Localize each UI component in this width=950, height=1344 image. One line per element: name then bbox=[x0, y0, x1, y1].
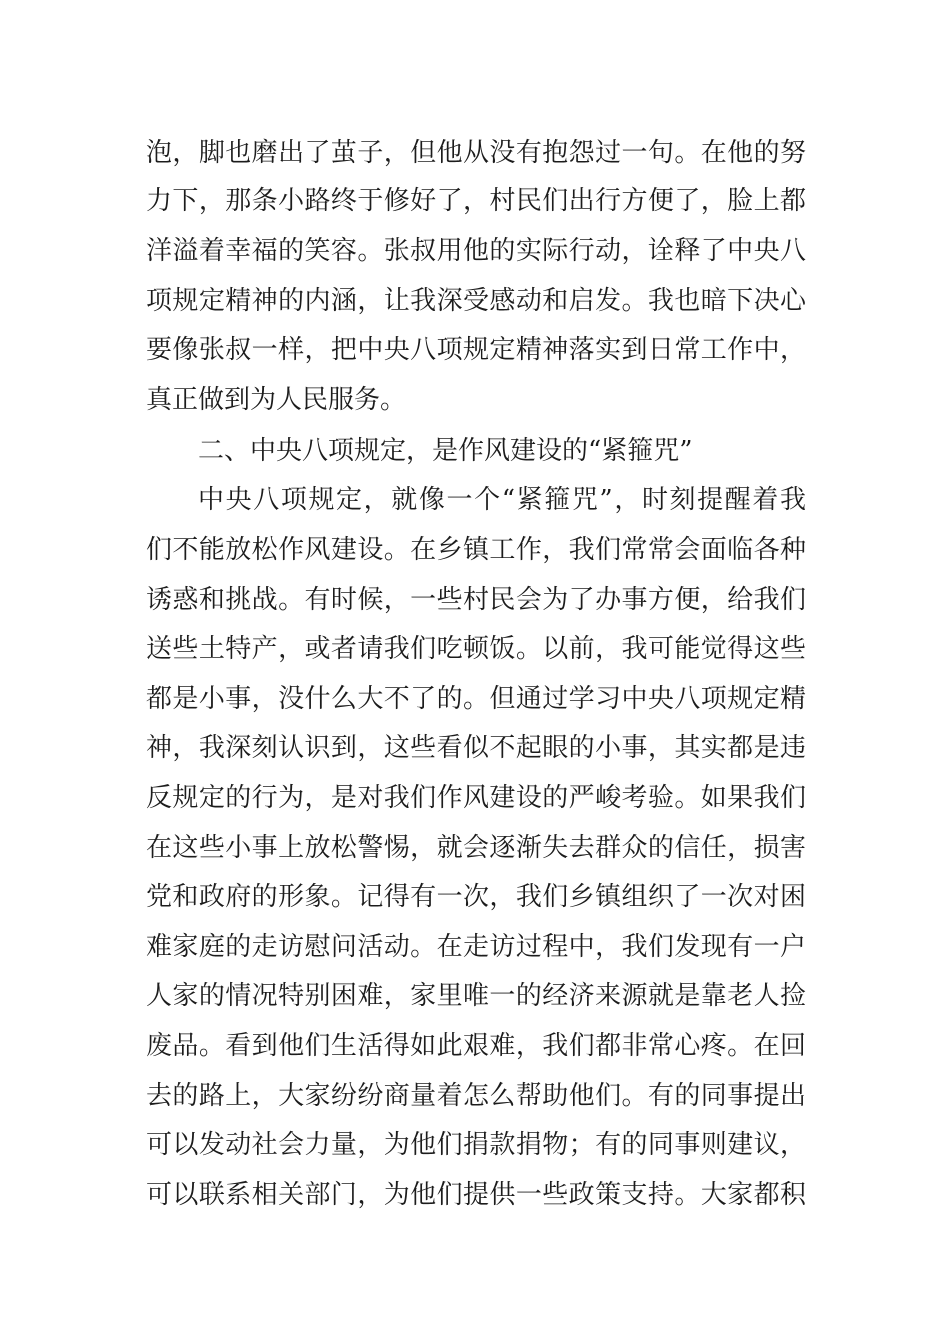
paragraph-2-line: 中央八项规定，就像一个“紧箍咒”，时刻提醒着我 bbox=[198, 485, 806, 515]
paragraph-2-line: 难家庭的走访慰问活动。在走访过程中，我们发现有一户 bbox=[146, 932, 806, 962]
paragraph-1-line: 真正做到为人民服务。 bbox=[146, 385, 407, 415]
paragraph-2-line: 可以发动社会力量，为他们捐款捐物；有的同事则建议， bbox=[146, 1130, 806, 1160]
paragraph-2-line: 可以联系相关部门，为他们提供一些政策支持。大家都积 bbox=[146, 1180, 806, 1210]
paragraph-2-line: 送些土特产，或者请我们吃顿饭。以前，我可能觉得这些 bbox=[146, 634, 806, 664]
paragraph-2-line: 们不能放松作风建设。在乡镇工作，我们常常会面临各种 bbox=[146, 535, 806, 565]
paragraph-2-line: 废品。看到他们生活得如此艰难，我们都非常心疼。在回 bbox=[146, 1031, 806, 1061]
paragraph-2-line: 在这些小事上放松警惕，就会逐渐失去群众的信任，损害 bbox=[146, 833, 806, 863]
paragraph-2-line: 诱惑和挑战。有时候，一些村民会为了办事方便，给我们 bbox=[146, 585, 806, 615]
paragraph-2-line: 神，我深刻认识到，这些看似不起眼的小事，其实都是违 bbox=[146, 733, 806, 763]
paragraph-1-line: 力下，那条小路终于修好了，村民们出行方便了，脸上都 bbox=[146, 186, 806, 216]
paragraph-1-line: 泡，脚也磨出了茧子，但他从没有抱怨过一句。在他的努 bbox=[146, 138, 806, 168]
paragraph-1-line: 要像张叔一样，把中央八项规定精神落实到日常工作中， bbox=[146, 335, 806, 365]
paragraph-2-line: 都是小事，没什么大不了的。但通过学习中央八项规定精 bbox=[146, 684, 806, 714]
section-heading: 二、中央八项规定，是作风建设的“紧箍咒” bbox=[198, 436, 693, 466]
paragraph-2-line: 去的路上，大家纷纷商量着怎么帮助他们。有的同事提出 bbox=[146, 1081, 806, 1111]
paragraph-2-line: 党和政府的形象。记得有一次，我们乡镇组织了一次对困 bbox=[146, 882, 806, 912]
paragraph-1-line: 洋溢着幸福的笑容。张叔用他的实际行动，诠释了中央八 bbox=[146, 236, 806, 266]
paragraph-2-line: 人家的情况特别困难，家里唯一的经济来源就是靠老人捡 bbox=[146, 981, 806, 1011]
paragraph-1-line: 项规定精神的内涵，让我深受感动和启发。我也暗下决心 bbox=[146, 286, 806, 316]
paragraph-2-line: 反规定的行为，是对我们作风建设的严峻考验。如果我们 bbox=[146, 783, 806, 813]
